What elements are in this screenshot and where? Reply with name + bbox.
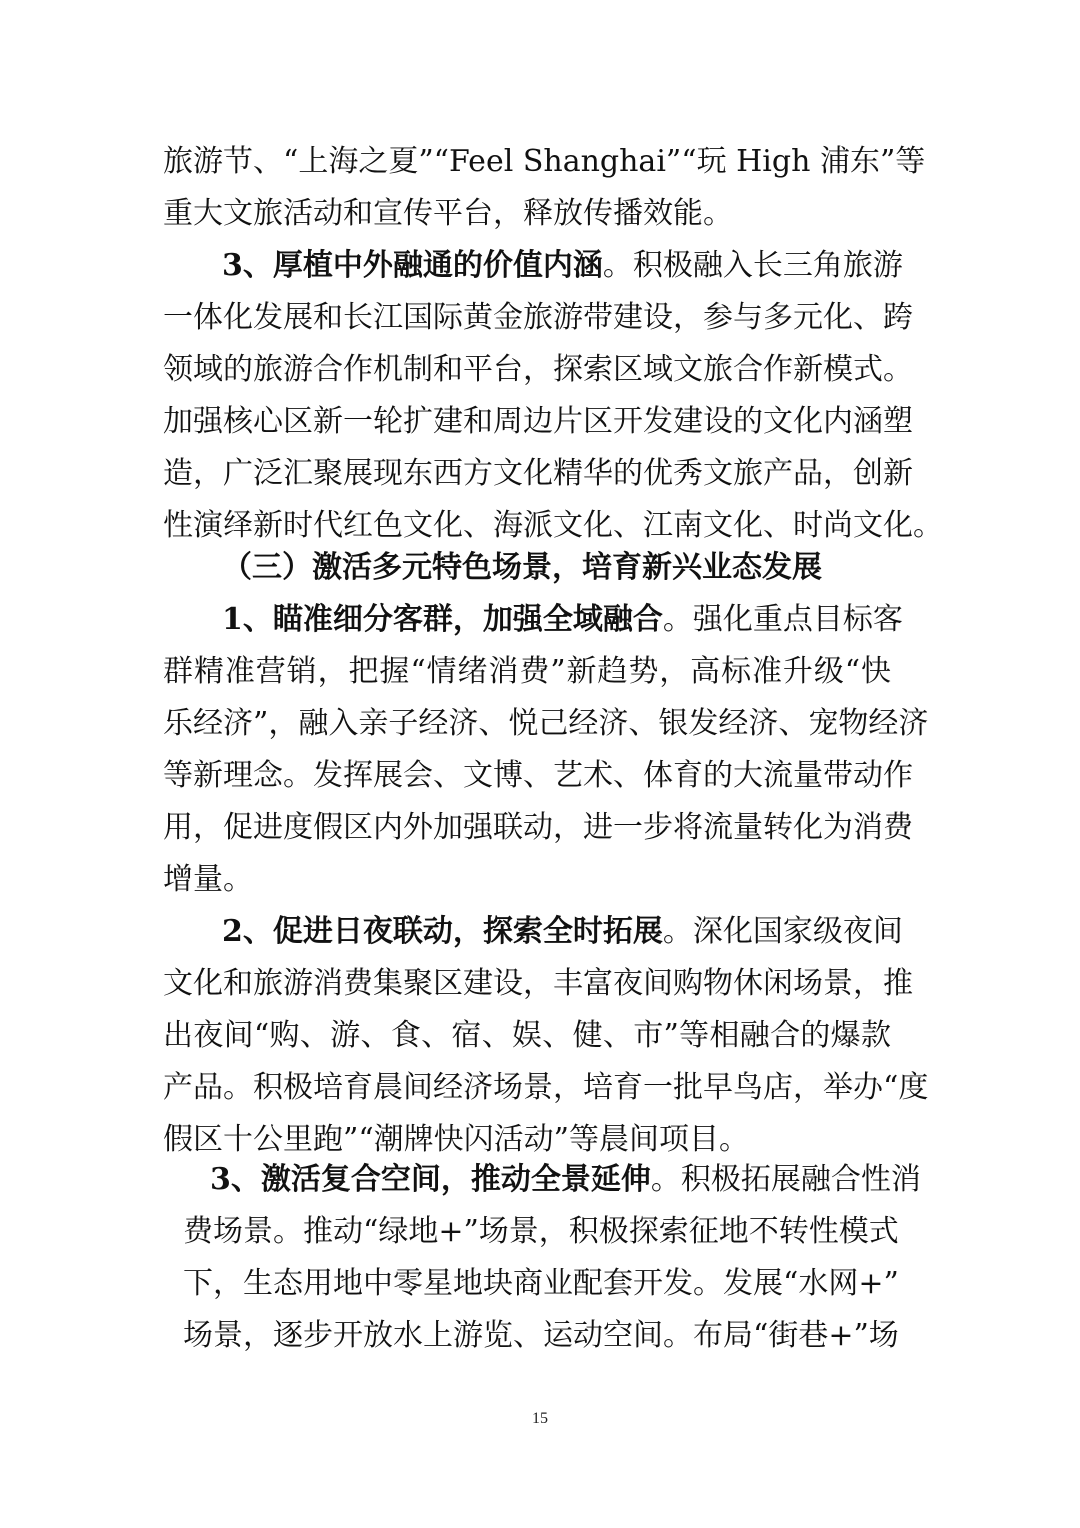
text-span: 。深化国家级夜间 xyxy=(662,914,903,949)
text-span: 。强化重点目标客 xyxy=(662,602,903,637)
text-line xyxy=(222,594,903,646)
page-number: 15 xyxy=(532,1410,548,1427)
text-line: 造，广泛汇聚展现东西方文化精华的优秀文旅产品，创新 xyxy=(163,456,913,491)
section-heading: （三）激活多元特色场景，培育新兴业态发展 xyxy=(222,550,822,585)
text-line: 产品。积极培育晨间经济场景，培育一批早鸟店，举办“度 xyxy=(163,1070,929,1105)
text-line: 乐经济”，融入亲子经济、悦己经济、银发经济、宠物经济 xyxy=(163,706,929,741)
text-line: 等新理念。发挥展会、文博、艺术、体育的大流量带动作 xyxy=(163,758,913,793)
subsection-title: 1、瞄准细分客群，加强全域融合 xyxy=(222,602,663,637)
text-span: 。积极拓展融合性消 xyxy=(650,1162,921,1197)
text-line xyxy=(222,240,903,292)
subsection-title: 3、激活复合空间，推动全景延伸 xyxy=(210,1162,651,1197)
text-line xyxy=(222,906,903,958)
text-span: 。积极融入长三角旅游 xyxy=(602,248,903,283)
text-line: 假区十公里跑”“潮牌快闪活动”等晨间项目。 xyxy=(163,1122,750,1157)
text-line: 文化和旅游消费集聚区建设，丰富夜间购物休闲场景，推 xyxy=(163,966,913,1001)
text-line: 旅游节、“上海之夏”“Feel Shanghai”“玩 High 浦东”等 xyxy=(163,144,926,179)
text-line: 费场景。推动“绿地+”场景，积极探索征地不转性模式 xyxy=(183,1214,899,1249)
text-line: 增量。 xyxy=(163,862,253,897)
text-line xyxy=(210,1154,921,1206)
text-line: 出夜间“购、游、食、宿、娱、健、市”等相融合的爆款 xyxy=(163,1018,891,1053)
text-line: 用，促进度假区内外加强联动，进一步将流量转化为消费 xyxy=(163,810,913,845)
subsection-title: 3、厚植中外融通的价值内涵 xyxy=(222,248,603,283)
text-line: 下，生态用地中零星地块商业配套开发。发展“水网+” xyxy=(183,1266,899,1301)
text-line: 加强核心区新一轮扩建和周边片区开发建设的文化内涵塑 xyxy=(163,404,913,439)
subsection-title: 2、促进日夜联动，探索全时拓展 xyxy=(222,914,663,949)
text-line: 重大文旅活动和宣传平台，释放传播效能。 xyxy=(163,196,733,231)
text-line: 领域的旅游合作机制和平台，探索区域文旅合作新模式。 xyxy=(163,352,913,387)
text-line: 场景，逐步开放水上游览、运动空间。布局“街巷+”场 xyxy=(183,1318,899,1353)
text-line: 群精准营销，把握“情绪消费”新趋势，高标准升级“快 xyxy=(163,654,891,689)
text-line: 性演绎新时代红色文化、海派文化、江南文化、时尚文化。 xyxy=(163,508,943,543)
text-line: 一体化发展和长江国际黄金旅游带建设，参与多元化、跨 xyxy=(163,300,913,335)
